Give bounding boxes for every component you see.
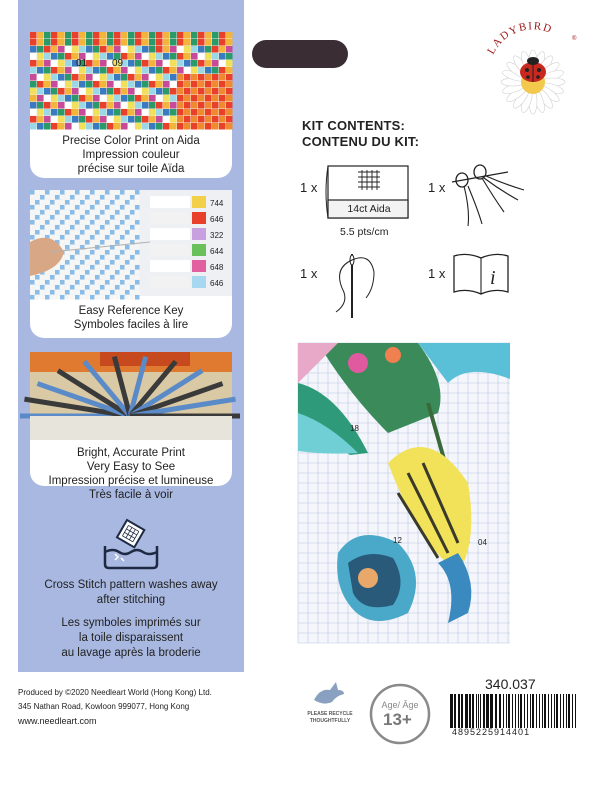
svg-text:i: i [490,267,496,289]
key-code: 744 [210,199,224,208]
feature-caption [30,440,232,508]
producer-address: 345 Nathan Road, Kowloon 999077, Hong Kong [18,702,190,711]
feature-caption [30,296,232,338]
aida-count-label: 14ct Aida [347,203,391,215]
feature-title: Precise Color Print on Aida [62,135,200,147]
feature-title-2: Very Easy to See [86,461,176,473]
feature-photo-reference-key [30,190,232,296]
sample-label: 04 [478,538,487,547]
feature-line: Très facile à voir [89,489,173,501]
barcode-number: 4895225914401 [452,727,531,737]
key-code: 648 [210,263,224,272]
feature-caption [30,128,232,182]
producer-website: www.needleart.com [18,716,97,726]
kit-contents-title [302,118,419,150]
key-code: 322 [210,231,224,240]
kit-qty: 1 x [300,266,318,281]
feature-line: précise sur toile Aïda [77,163,185,175]
wash-line: after stitching [96,594,166,606]
instructions-booklet-icon [452,252,510,296]
recycle-line: PLEASE RECYCLE [307,711,353,717]
wash-away-note [18,516,244,661]
wash-text-en [18,578,244,608]
kit-title-en: KIT CONTENTS: [302,118,405,133]
feature-card-color-print [30,32,232,178]
feature-line: Impression précise et lumineuse [48,475,214,487]
wash-line: au lavage après la broderie [61,647,201,659]
feature-title: Bright, Accurate Print [76,447,186,459]
floss-threads-icon [448,160,528,230]
brand-name: LADYBIRD [485,20,555,57]
svg-text:LADYBIRD [485,20,554,56]
ladybird-logo [478,0,588,120]
wash-line: la toile disparaissent [78,632,184,644]
producer-line: Produced by ©2020 Needleart World (Hong Kong) Ltd. [18,688,212,697]
recycle-note [300,711,360,725]
kit-qty: 1 x [428,266,446,281]
feature-title: Easy Reference Key [78,305,184,317]
wash-line: Les symboles imprimés sur [61,617,201,629]
kit-title-fr: CONTENU DU KIT: [302,134,420,149]
sample-label: 18 [350,424,359,433]
photo-label: 01 [76,58,88,69]
needle-icon [330,248,380,320]
hang-hole [252,40,348,68]
feature-line: Symboles faciles à lire [73,319,189,331]
brand-mark: ® [572,36,577,42]
barcode-icon [448,694,580,728]
aida-density-label: 5.5 pts/cm [340,226,389,238]
washing-basin-icon [101,516,161,572]
key-code: 646 [210,279,224,288]
wash-text-fr [18,616,244,661]
feature-card-reference-key [30,190,232,338]
dove-icon [312,678,346,708]
key-code: 646 [210,215,224,224]
sample-label: 12 [393,536,402,545]
photo-label: 09 [112,58,124,69]
age-value: 13+ [383,710,412,729]
key-code: 644 [210,247,224,256]
feature-line: Impression couleur [82,149,180,161]
features-panel [18,0,244,672]
age-label: Age/ Âge [381,700,419,710]
feature-card-bright-print [30,352,232,501]
butterfly-stitch-sample [298,343,510,643]
wash-line: Cross Stitch pattern washes away [44,579,218,591]
product-code: 340.037 [485,676,536,692]
kit-qty: 1 x [428,180,446,195]
recycle-line: THOUGHTFULLY [309,718,351,724]
kit-qty: 1 x [300,180,318,195]
feature-photo-bright-print [30,352,232,440]
feature-photo-color-print [30,32,232,128]
producer-info [18,686,258,728]
